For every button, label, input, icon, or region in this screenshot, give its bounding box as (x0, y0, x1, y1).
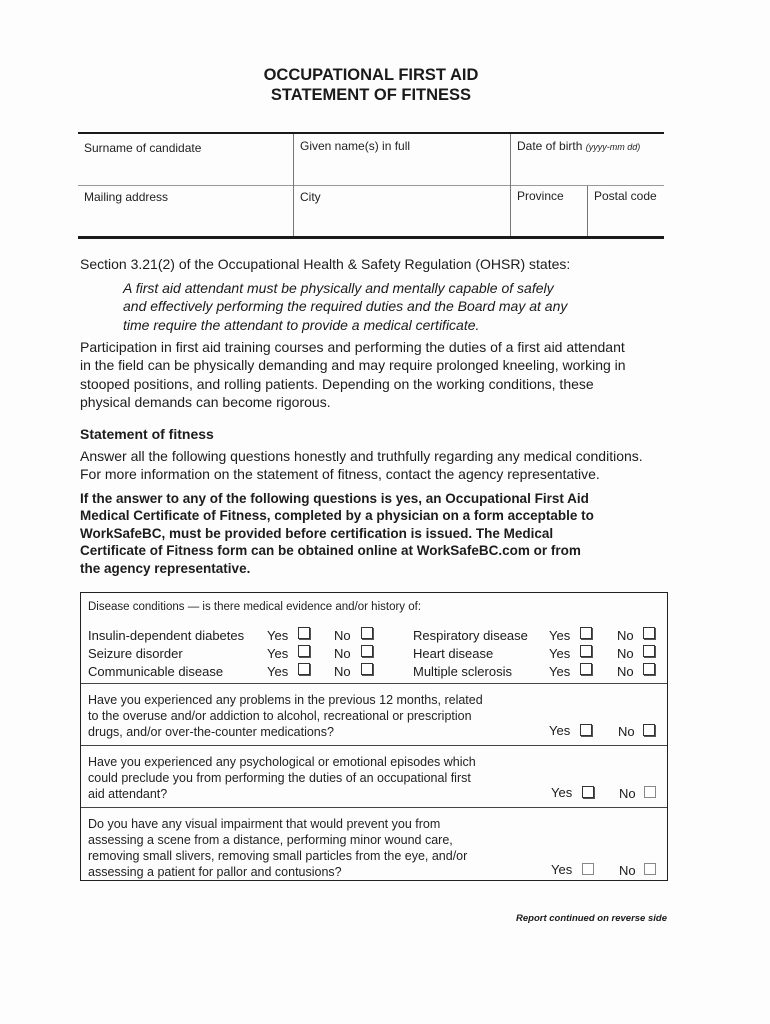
visual-yes-checkbox[interactable] (582, 863, 594, 875)
substance-no-checkbox[interactable] (643, 724, 655, 736)
psych-yes-checkbox[interactable] (582, 786, 594, 798)
yes-label: Yes (267, 628, 289, 643)
visual-no-checkbox[interactable] (644, 863, 656, 875)
question-line: could preclude you from performing the duties of an occupational first (88, 771, 471, 785)
question-line: Do you have any visual impairment that would prevent you from (88, 817, 441, 831)
diabetes-yes-checkbox[interactable] (298, 627, 310, 639)
question-line: to the overuse and/or addiction to alcohol, recreational or prescription (88, 709, 472, 723)
instruction-line: Answer all the following questions honestly and truthfully regarding any medical conditions. (80, 448, 643, 464)
given-names-field[interactable]: Given name(s) in full (300, 139, 411, 153)
communicable-no-checkbox[interactable] (361, 663, 373, 675)
page-subtitle: STATEMENT OF FITNESS (270, 86, 472, 104)
respiratory-yes-checkbox[interactable] (580, 627, 592, 639)
section-reference: Section 3.21(2) of the Occupational Health & Safety Regulation (OHSR) states: (80, 256, 571, 272)
candidate-info-table (78, 132, 664, 238)
heart-no-checkbox[interactable] (643, 645, 655, 657)
question-line: Have you experienced any psychological or emotional episodes which (88, 755, 476, 769)
seizure-no-checkbox[interactable] (361, 645, 373, 657)
disease-label: Respiratory disease (413, 628, 528, 643)
psych-no-checkbox[interactable] (644, 786, 656, 798)
disease-conditions-intro: Disease conditions — is there medical evidence and/or history of: (88, 601, 422, 613)
heart-yes-checkbox[interactable] (580, 645, 592, 657)
yes-labels-right (549, 627, 570, 681)
paragraph-line: in the field can be physically demanding and may require prolonged kneeling, working in (80, 357, 626, 374)
no-label: No (617, 628, 634, 643)
ms-no-checkbox[interactable] (643, 663, 655, 675)
question-line: Have you experienced any problems in the previous 12 months, related (88, 693, 483, 707)
yes-label: Yes (267, 664, 289, 679)
diabetes-no-checkbox[interactable] (361, 627, 373, 639)
disease-label: Insulin-dependent diabetes (88, 628, 245, 643)
paragraph-line: Participation in first aid training courses and performing the duties of a first aid attendant (80, 339, 625, 355)
statement-instructions (80, 447, 690, 484)
quote-line: A first aid attendant must be physically and mentally capable of safely (123, 280, 554, 296)
statement-heading: Statement of fitness (80, 426, 214, 442)
disease-label: Heart disease (413, 646, 494, 661)
page-title: OCCUPATIONAL FIRST AID (263, 66, 479, 84)
seizure-yes-checkbox[interactable] (298, 645, 310, 657)
respiratory-no-checkbox[interactable] (643, 627, 655, 639)
province-field[interactable]: Province (517, 189, 564, 203)
instruction-line: For more information on the statement of fitness, contact the agency representative. (80, 466, 600, 483)
disease-label: Multiple sclerosis (413, 664, 512, 679)
visual-impairment-question (88, 816, 467, 880)
question-line: removing small slivers, removing small particles from the eye, and/or (88, 849, 468, 863)
disease-label: Communicable disease (88, 664, 224, 679)
participation-paragraph (80, 338, 680, 411)
yes-label: Yes (549, 646, 571, 661)
question-line: assessing a patient for pallor and contusions? (88, 865, 342, 879)
quote-line: and effectively performing the required duties and the Board may at any (123, 298, 568, 315)
no-label: No (334, 646, 351, 661)
psychological-question (88, 754, 476, 802)
medical-questionnaire (80, 592, 668, 881)
mailing-address-field[interactable]: Mailing address (84, 190, 169, 204)
postal-code-field[interactable]: Postal code (594, 189, 657, 203)
disease-list-right (413, 627, 528, 681)
question-line: drugs, and/or over-the-counter medications? (88, 725, 334, 739)
question-line: assessing a scene from a distance, performing minor wound care, (88, 833, 453, 847)
quote-line: time require the attendant to provide a medical certificate. (123, 316, 480, 333)
substance-question (88, 692, 483, 740)
question-line: aid attendant? (88, 787, 168, 801)
communicable-yes-checkbox[interactable] (298, 663, 310, 675)
substance-yes-label: Yes (549, 723, 571, 738)
certificate-notice (80, 490, 680, 577)
notice-line: the agency representative. (80, 560, 251, 576)
regulation-quote (123, 279, 603, 334)
notice-line: Medical Certificate of Fitness, completed by a physician on a form acceptable to (80, 508, 594, 524)
no-labels-right (617, 627, 634, 681)
visual-no-label: No (619, 863, 636, 878)
disease-label: Seizure disorder (88, 646, 183, 661)
city-field[interactable]: City (300, 190, 321, 204)
date-of-birth-field[interactable] (517, 139, 640, 153)
ms-yes-checkbox[interactable] (580, 663, 592, 675)
no-label: No (617, 664, 634, 679)
visual-yes-label: Yes (551, 862, 573, 877)
substance-yes-checkbox[interactable] (580, 724, 592, 736)
paragraph-line: stooped positions, and rolling patients. Depending on the working conditions, these (80, 375, 594, 392)
substance-no-label: No (618, 724, 635, 739)
psych-no-label: No (619, 786, 636, 801)
no-label: No (334, 664, 351, 679)
notice-line: WorkSafeBC, must be provided before certification is issued. The Medical (80, 525, 554, 541)
date-of-birth-label: Date of birth (517, 139, 583, 153)
surname-field[interactable]: Surname of candidate (84, 141, 202, 155)
yes-label: Yes (267, 646, 289, 661)
psych-yes-label: Yes (551, 785, 573, 800)
notice-line: Certificate of Fitness form can be obtained online at WorkSafeBC.com or from (80, 543, 581, 559)
no-label: No (617, 646, 634, 661)
no-label: No (334, 628, 351, 643)
no-labels-left (334, 627, 351, 681)
yes-label: Yes (549, 628, 571, 643)
notice-line: If the answer to any of the following questions is yes, an Occupational First Aid (80, 491, 589, 506)
date-of-birth-hint: (yyyy-mm dd) (585, 142, 641, 152)
disease-list-left (88, 627, 244, 681)
continued-note: Report continued on reverse side (516, 913, 667, 924)
yes-label: Yes (549, 664, 571, 679)
yes-labels-left (267, 627, 288, 681)
paragraph-line: physical demands can become rigorous. (80, 393, 331, 410)
